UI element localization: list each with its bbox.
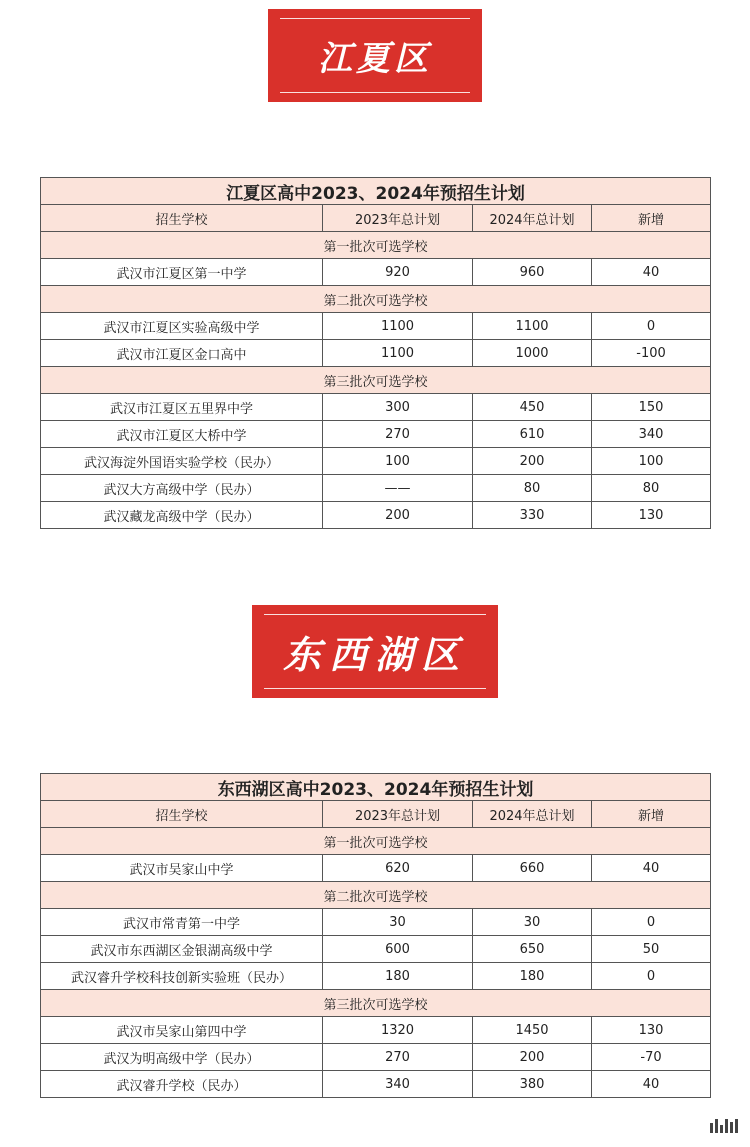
- school-name-cell: 武汉市江夏区大桥中学: [41, 421, 323, 448]
- increase-cell: 50: [592, 936, 711, 963]
- table-row: [41, 340, 711, 367]
- school-name-cell: 武汉市吴家山第四中学: [41, 1017, 323, 1044]
- school-name-cell: 武汉市江夏区五里界中学: [41, 394, 323, 421]
- district-banner-label: 江夏区: [318, 39, 432, 79]
- increase-cell: 40: [592, 1071, 711, 1098]
- school-name-cell: 武汉大方高级中学（民办）: [41, 475, 323, 502]
- table-title: 江夏区高中2023、2024年预招生计划: [41, 178, 711, 205]
- increase-cell: 340: [592, 421, 711, 448]
- enrollment-plan-table-dongxihu: [40, 773, 711, 1098]
- batch-header-row: [41, 828, 711, 855]
- table-row: [41, 448, 711, 475]
- plan-2024-cell: 1450: [473, 1017, 592, 1044]
- plan-2024-cell: 380: [473, 1071, 592, 1098]
- school-name-cell: 武汉市东西湖区金银湖高级中学: [41, 936, 323, 963]
- plan-2024-cell: 650: [473, 936, 592, 963]
- table-title: 东西湖区高中2023、2024年预招生计划: [41, 774, 711, 801]
- increase-cell: 40: [592, 259, 711, 286]
- increase-cell: 80: [592, 475, 711, 502]
- plan-2024-cell: 1100: [473, 313, 592, 340]
- batch-label: 第二批次可选学校: [41, 882, 711, 909]
- school-name-cell: 武汉市吴家山中学: [41, 855, 323, 882]
- table-row: [41, 1044, 711, 1071]
- plan-2023-cell: ——: [323, 475, 473, 502]
- school-name-cell: 武汉市江夏区实验高级中学: [41, 313, 323, 340]
- table-row: [41, 909, 711, 936]
- batch-label: 第三批次可选学校: [41, 990, 711, 1017]
- batch-header-row: [41, 990, 711, 1017]
- table-row: [41, 1071, 711, 1098]
- plan-2023-cell: 1100: [323, 340, 473, 367]
- table-row: [41, 259, 711, 286]
- batch-label: 第二批次可选学校: [41, 286, 711, 313]
- batch-label: 第三批次可选学校: [41, 367, 711, 394]
- plan-2023-cell: 200: [323, 502, 473, 529]
- plan-2023-cell: 1320: [323, 1017, 473, 1044]
- column-header: 2023年总计划: [323, 801, 473, 828]
- plan-2024-cell: 200: [473, 1044, 592, 1071]
- table-header-row: [41, 205, 711, 232]
- batch-header-row: [41, 232, 711, 259]
- enrollment-plan-table-jiangxia: [40, 177, 711, 529]
- school-name-cell: 武汉为明高级中学（民办）: [41, 1044, 323, 1071]
- plan-2023-cell: 300: [323, 394, 473, 421]
- increase-cell: -70: [592, 1044, 711, 1071]
- barcode-watermark-icon: [710, 1119, 738, 1133]
- plan-2023-cell: 100: [323, 448, 473, 475]
- table-row: [41, 502, 711, 529]
- increase-cell: 130: [592, 1017, 711, 1044]
- school-name-cell: 武汉睿升学校（民办）: [41, 1071, 323, 1098]
- plan-2023-cell: 620: [323, 855, 473, 882]
- column-header: 招生学校: [41, 801, 323, 828]
- plan-2023-cell: 180: [323, 963, 473, 990]
- batch-header-row: [41, 882, 711, 909]
- column-header: 新增: [592, 801, 711, 828]
- plan-2024-cell: 80: [473, 475, 592, 502]
- increase-cell: 100: [592, 448, 711, 475]
- plan-2023-cell: 270: [323, 421, 473, 448]
- school-name-cell: 武汉藏龙高级中学（民办）: [41, 502, 323, 529]
- plan-2024-cell: 960: [473, 259, 592, 286]
- increase-cell: 40: [592, 855, 711, 882]
- plan-2024-cell: 450: [473, 394, 592, 421]
- plan-2023-cell: 30: [323, 909, 473, 936]
- school-name-cell: 武汉睿升学校科技创新实验班（民办）: [41, 963, 323, 990]
- increase-cell: 130: [592, 502, 711, 529]
- district-banner-dongxihu: [252, 605, 498, 698]
- batch-header-row: [41, 367, 711, 394]
- district-banner-jiangxia: [268, 9, 482, 102]
- batch-header-row: [41, 286, 711, 313]
- table-row: [41, 855, 711, 882]
- plan-2024-cell: 330: [473, 502, 592, 529]
- table-header-row: [41, 801, 711, 828]
- table-row: [41, 394, 711, 421]
- school-name-cell: 武汉市常青第一中学: [41, 909, 323, 936]
- plan-2024-cell: 30: [473, 909, 592, 936]
- plan-2024-cell: 180: [473, 963, 592, 990]
- table-row: [41, 313, 711, 340]
- column-header: 新增: [592, 205, 711, 232]
- table-title-row: [41, 774, 711, 801]
- table-title-row: [41, 178, 711, 205]
- increase-cell: 150: [592, 394, 711, 421]
- school-name-cell: 武汉市江夏区第一中学: [41, 259, 323, 286]
- increase-cell: 0: [592, 963, 711, 990]
- plan-2023-cell: 1100: [323, 313, 473, 340]
- batch-label: 第一批次可选学校: [41, 828, 711, 855]
- plan-2024-cell: 660: [473, 855, 592, 882]
- school-name-cell: 武汉市江夏区金口高中: [41, 340, 323, 367]
- plan-2023-cell: 270: [323, 1044, 473, 1071]
- batch-label: 第一批次可选学校: [41, 232, 711, 259]
- table-row: [41, 1017, 711, 1044]
- column-header: 招生学校: [41, 205, 323, 232]
- table-row: [41, 963, 711, 990]
- plan-2024-cell: 610: [473, 421, 592, 448]
- plan-2024-cell: 1000: [473, 340, 592, 367]
- plan-2023-cell: 340: [323, 1071, 473, 1098]
- plan-2023-cell: 600: [323, 936, 473, 963]
- column-header: 2024年总计划: [473, 205, 592, 232]
- district-banner-label: 东西湖区: [282, 633, 467, 677]
- increase-cell: -100: [592, 340, 711, 367]
- table-row: [41, 936, 711, 963]
- plan-2024-cell: 200: [473, 448, 592, 475]
- increase-cell: 0: [592, 313, 711, 340]
- table-row: [41, 475, 711, 502]
- increase-cell: 0: [592, 909, 711, 936]
- school-name-cell: 武汉海淀外国语实验学校（民办）: [41, 448, 323, 475]
- column-header: 2024年总计划: [473, 801, 592, 828]
- plan-2023-cell: 920: [323, 259, 473, 286]
- column-header: 2023年总计划: [323, 205, 473, 232]
- table-row: [41, 421, 711, 448]
